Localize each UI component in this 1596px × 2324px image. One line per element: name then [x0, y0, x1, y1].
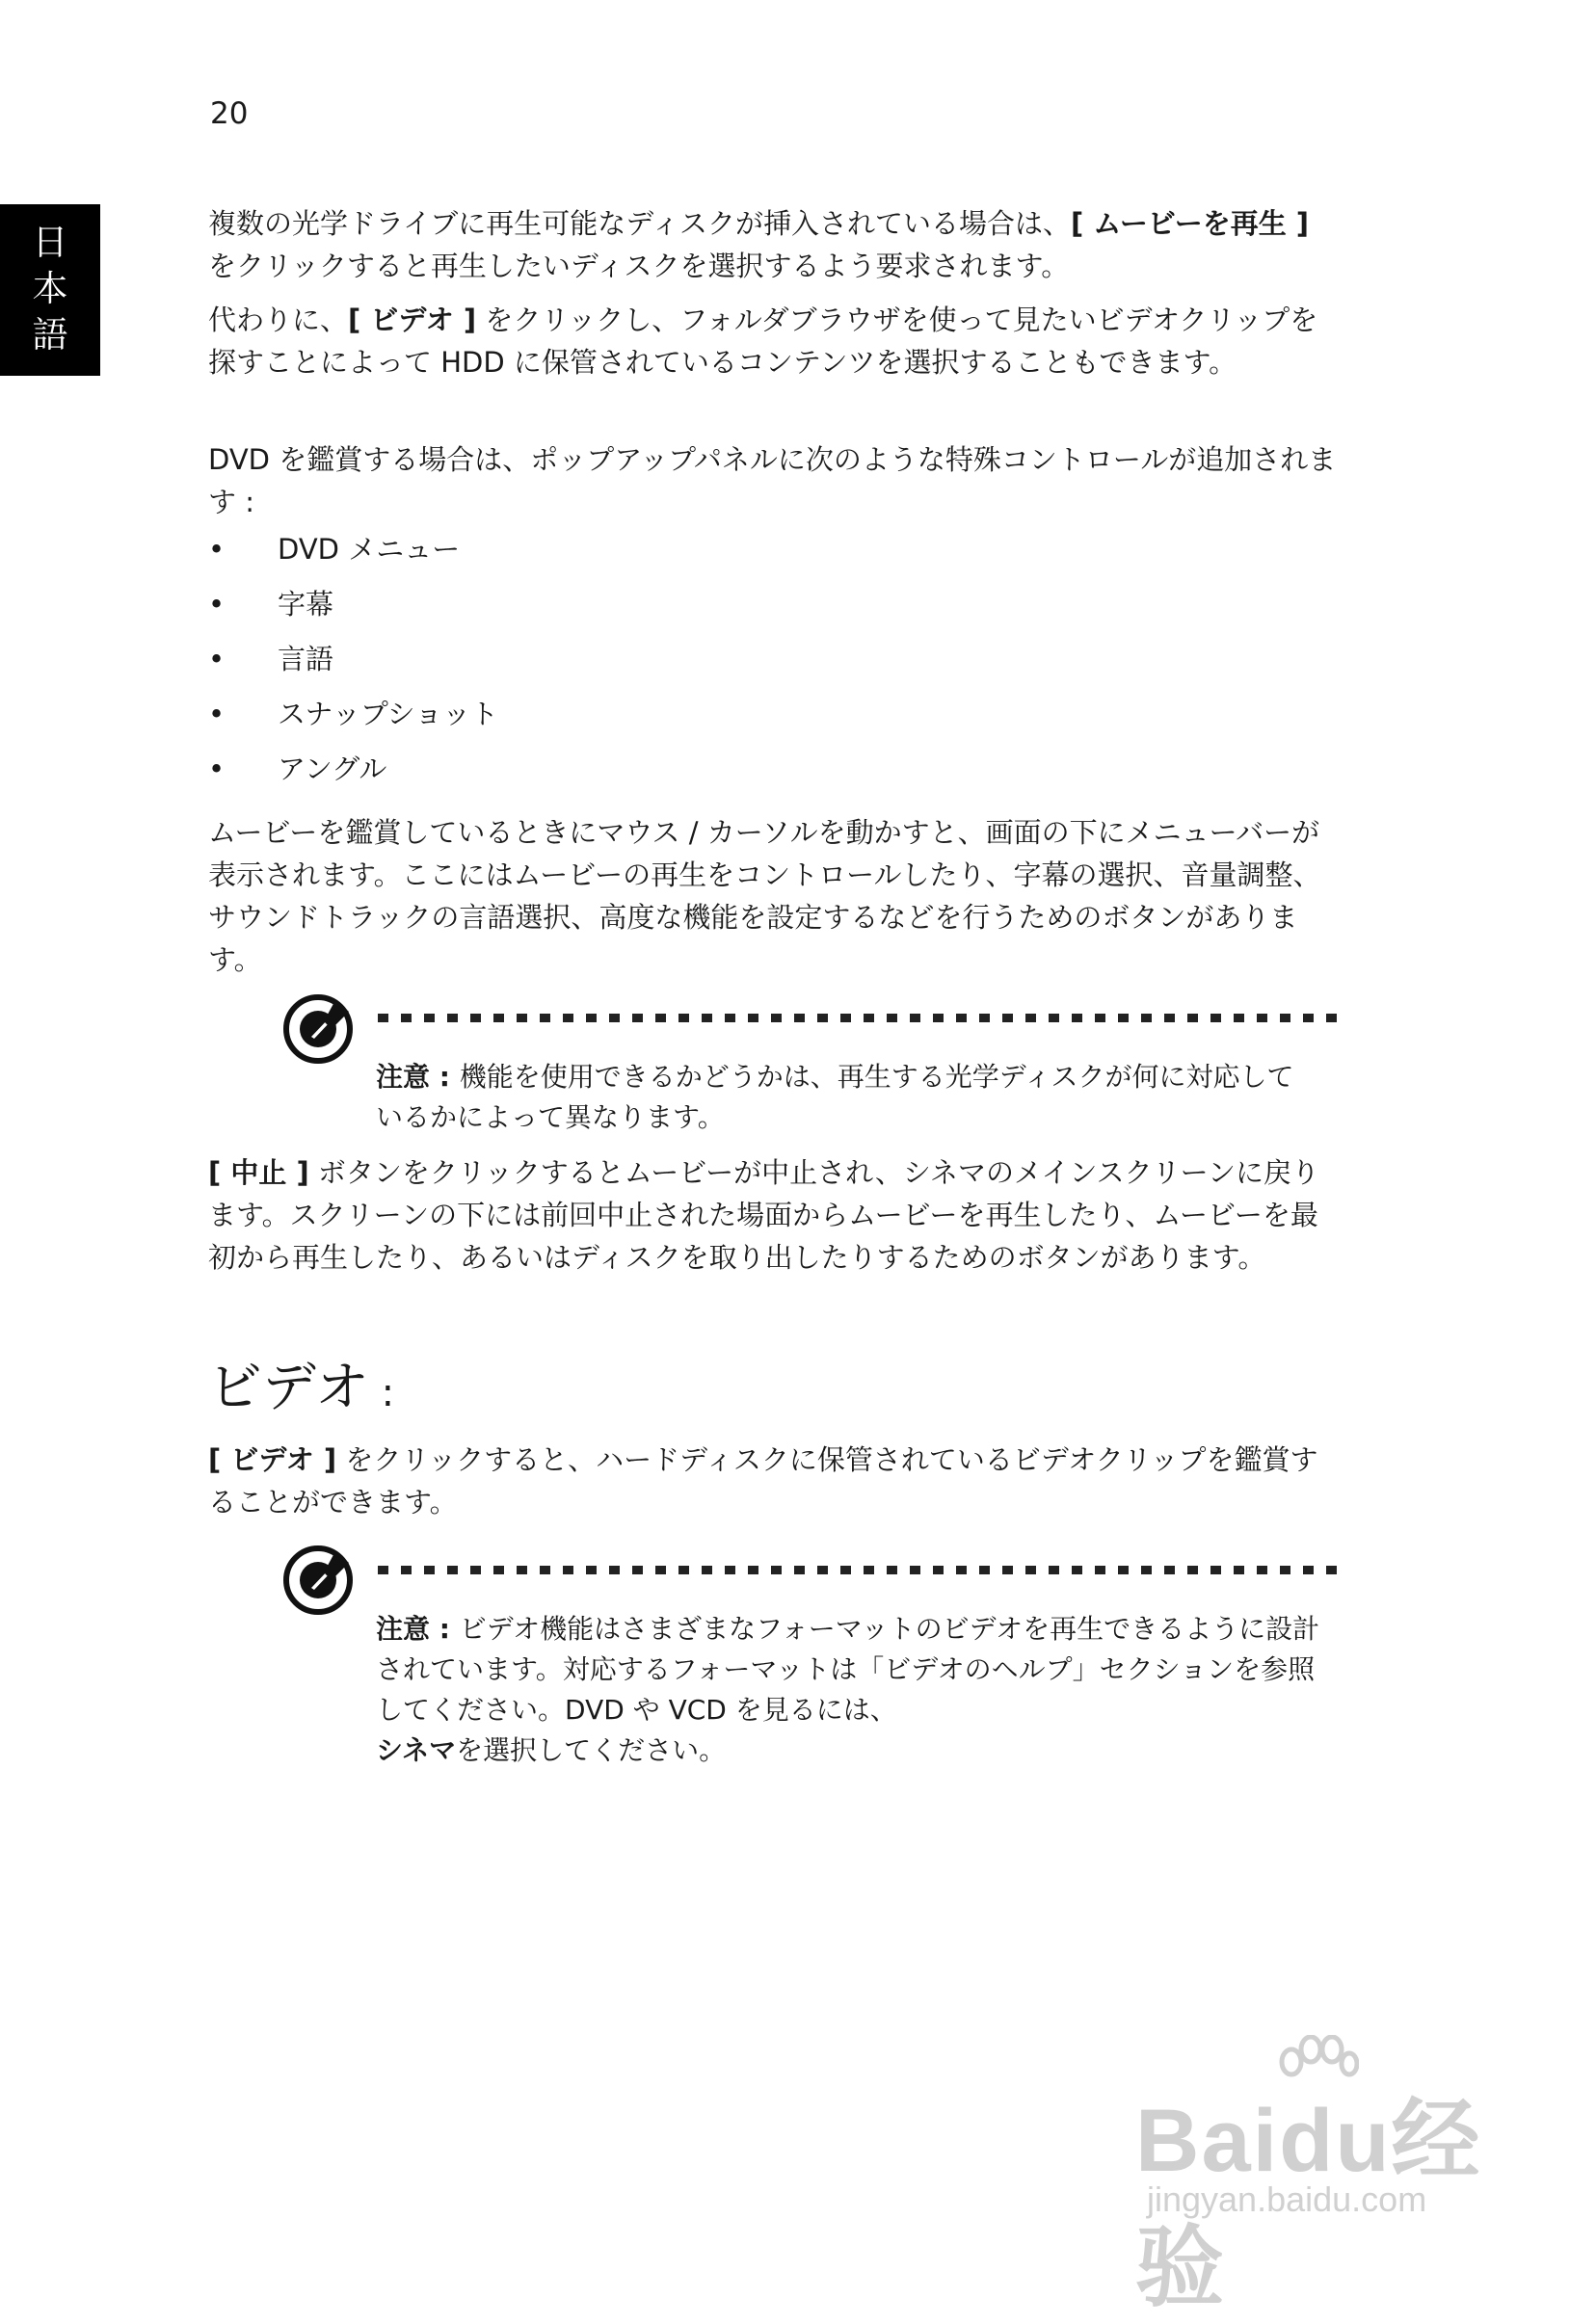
list-item-text: スナップショット [278, 698, 499, 730]
note-divider [378, 1014, 1347, 1022]
paragraph-multiple-drives [208, 202, 1345, 287]
note-label: 注意 : [376, 1613, 460, 1645]
list-item [208, 638, 498, 693]
heading-text: ビデオ [208, 1357, 369, 1419]
paragraph-video-browse [208, 299, 1345, 383]
paragraph-stop-button [208, 1151, 1345, 1279]
note-icon [281, 992, 355, 1066]
list-item [208, 583, 498, 638]
bullet-marker: • [208, 753, 226, 785]
paragraph-dvd-controls [208, 438, 1345, 523]
text: 複数の光学ドライブに再生可能なディスクが挿入されている場合は、 [208, 207, 1071, 240]
bold-term: [ ビデオ ] [208, 1443, 337, 1476]
list-item-text: DVD メニュー [278, 533, 461, 566]
note-video-formats [376, 1609, 1320, 1771]
dvd-controls-list [208, 528, 498, 803]
side-tab-char: 本 [32, 268, 68, 309]
side-tab-char: 日 [32, 222, 68, 263]
bullet-marker: • [208, 533, 226, 566]
list-item-text: 言語 [278, 643, 334, 675]
text: ビデオ機能はさまざまなフォーマットのビデオを再生できるように設計されています。対応するフォーマットは「ビデオのヘルプ」セクションを参照してください。DVD や VCD を見るには、 [376, 1613, 1320, 1726]
bullet-marker: • [208, 643, 226, 675]
text: を選択してください。 [456, 1734, 727, 1766]
bold-term: シネマ [376, 1734, 457, 1766]
bullet-marker: • [208, 588, 226, 621]
note-divider [378, 1566, 1347, 1574]
text: をクリックし、フォルダブラウザを使って見たいビデオクリップを探すことによって HDD に保管されているコンテンツを選択することもできます。 [208, 304, 1318, 379]
language-side-tab [0, 204, 100, 376]
text: をクリックすると再生したいディスクを選択するよう要求されます。 [208, 250, 1070, 282]
note-label: 注意 : [376, 1061, 460, 1093]
paragraph-video-clips [208, 1439, 1345, 1523]
text: ムービーを鑑賞しているときにマウス / カーソルを動かすと、画面の下にメニューバーが表示されます。ここにはムービーの再生をコントロールしたり、字幕の選択、音量調整、サウンドトラックの言語選択、高度な機能を設定するなどを行うためのボタンがあります。 [208, 816, 1321, 976]
page-number: 20 [210, 96, 249, 131]
list-item-text: アングル [278, 753, 387, 785]
side-tab-char: 語 [32, 314, 68, 356]
paragraph-menu-bar [208, 811, 1345, 981]
heading-colon: : [368, 1371, 395, 1415]
section-heading-video [208, 1355, 394, 1427]
bullet-marker: • [208, 698, 226, 730]
bold-term: [ 中止 ] [208, 1156, 309, 1189]
list-item [208, 748, 498, 803]
note-icon [281, 1544, 355, 1617]
list-item [208, 693, 498, 748]
text: をクリックすると、ハードディスクに保管されているビデオクリップを鑑賞することができます。 [208, 1443, 1318, 1519]
watermark-logo: Baidu经验 [1135, 2092, 1482, 2317]
watermark-url: jingyan.baidu.com [1147, 2179, 1427, 2219]
text: ボタンをクリックするとムービーが中止され、シネマのメインスクリーンに戻ります。スクリーンの下には前回中止された場面からムービーを再生したり、ムービーを最初から再生したり、あるいはディスクを取り出したりするためのボタンがあります。 [208, 1156, 1319, 1274]
list-item-text: 字幕 [278, 588, 334, 621]
list-item [208, 528, 498, 583]
note-compatibility [376, 1057, 1320, 1138]
text: DVD を鑑賞する場合は、ポップアップパネルに次のような特殊コントロールが追加されます : [208, 443, 1337, 518]
bold-term: 再生 ] [1230, 207, 1310, 240]
bold-term: [ ムービーを [1070, 207, 1231, 240]
bold-term: [ ビデオ ] [348, 304, 477, 336]
text: 機能を使用できるかどうかは、再生する光学ディスクが何に対応しているかによって異なります。 [376, 1061, 1294, 1133]
text: 代わりに、 [208, 304, 349, 336]
baidu-watermark [1128, 2035, 1513, 2317]
